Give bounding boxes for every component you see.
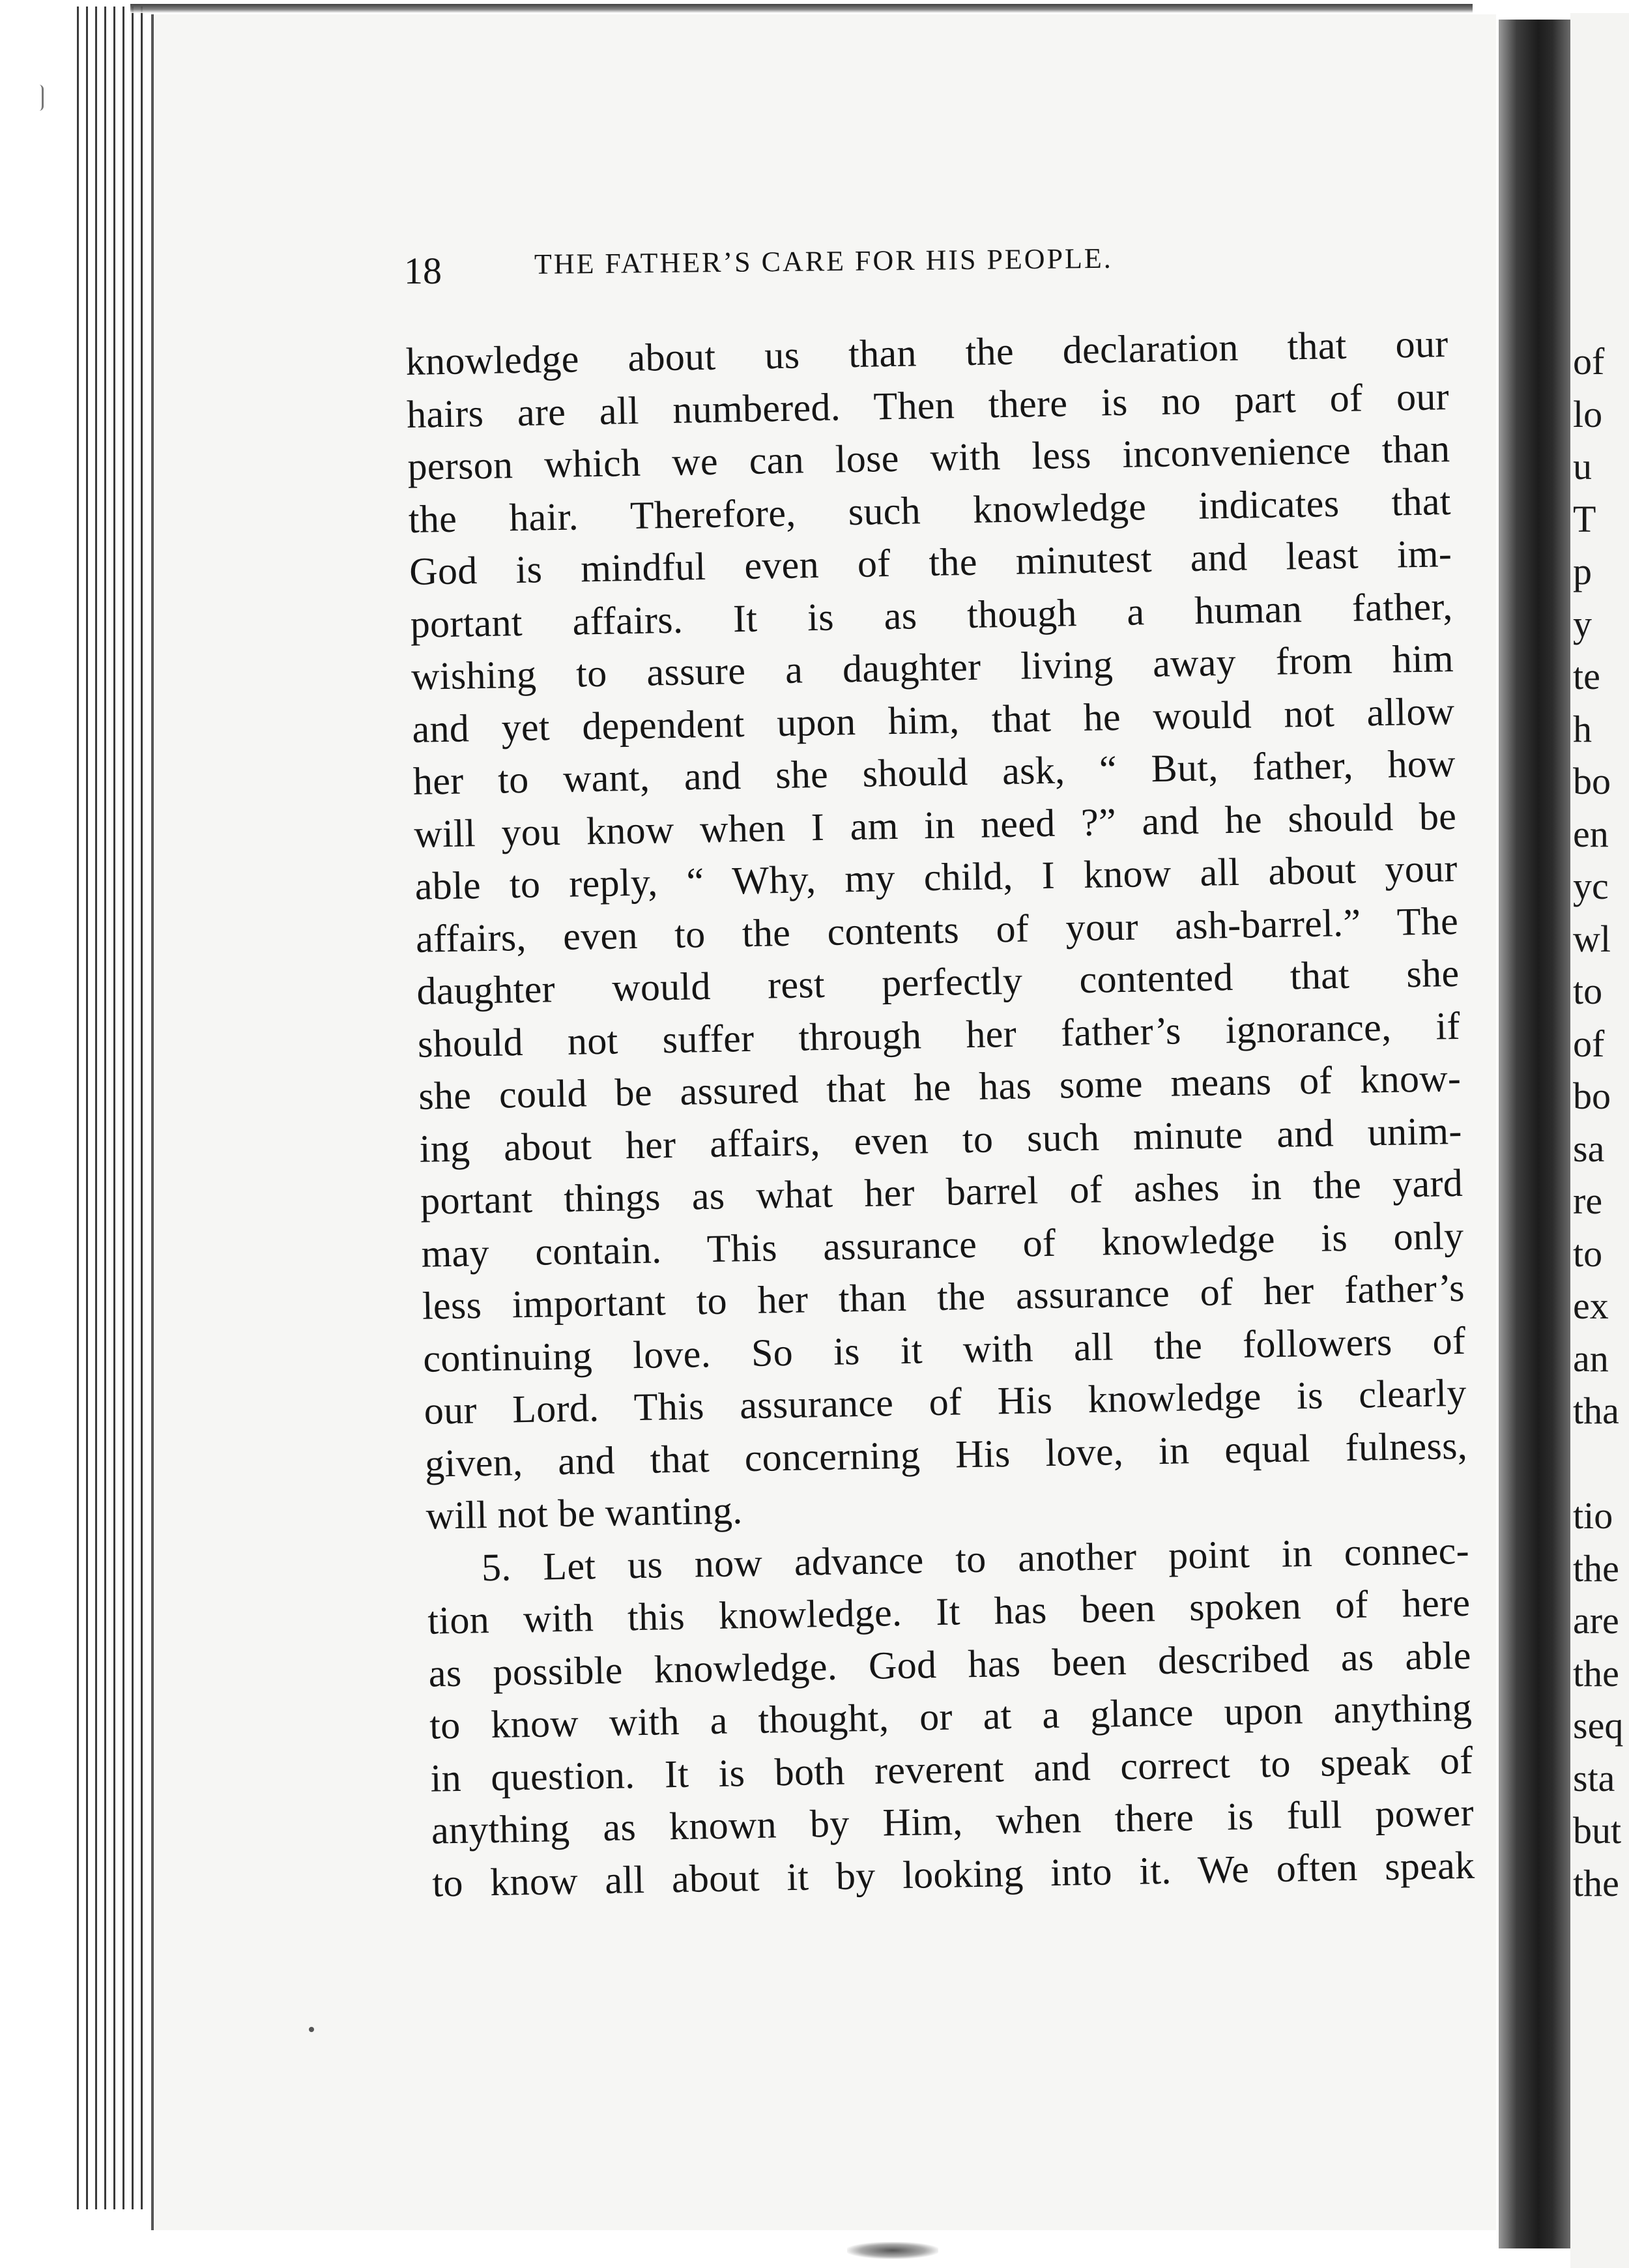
facing-fragment: lo [1573,392,1603,435]
text-line: to know with a thought, or at a glance upon anything [429,1685,1473,1747]
facing-fragment: sta [1573,1756,1615,1799]
body-text [405,317,1475,1910]
facing-fragment: u [1573,445,1592,487]
text-line: hairs are all numbered. Then there is no part of our [406,374,1450,436]
text-line: may contain. This assurance of knowledge is only [421,1214,1464,1275]
ink-smudge [847,2242,938,2259]
text-line: she could be assured that he has some means of know- [418,1056,1462,1118]
facing-fragment: en [1573,812,1609,855]
text-line: less important to her than the assurance of her father’s [422,1266,1465,1328]
text-line: and yet dependent upon him, that he would not allow [411,689,1455,751]
facing-fragment: seq [1573,1704,1624,1747]
facing-fragment: p [1573,550,1592,592]
facing-fragment: wl [1573,917,1611,960]
stacked-page-edges [77,7,155,2209]
facing-fragment: but [1573,1809,1622,1852]
text-line: in question. It is both reverent and correct to speak of [430,1738,1473,1800]
facing-fragment: tha [1573,1389,1619,1432]
text-line: our Lord. This assurance of His knowledge is clearly [424,1371,1467,1432]
page-number: 18 [404,250,442,292]
text-line: will not be wanting. [425,1489,743,1537]
text-line: daughter would rest perfectly contented that she [416,951,1460,1013]
facing-fragment: the [1573,1861,1619,1904]
book-gutter-shadow [1499,20,1570,2248]
text-line: her to want, and she should ask, “ But, father, how [412,741,1456,803]
text-line: given, and that concerning His love, in equal fulness, [424,1423,1468,1485]
facing-fragment: to [1573,970,1603,1012]
facing-fragment: the [1573,1651,1619,1694]
text-line: God is mindful even of the minutest and least im- [409,532,1452,593]
margin-mark [39,85,44,111]
text-line: to know all about it by looking into it. We often speak [431,1843,1475,1905]
text-line: portant things as what her barrel of ashes in the yard [420,1161,1463,1223]
facing-fragment: the [1573,1547,1619,1590]
text-line: as possible knowledge. God has been described as able [428,1633,1472,1695]
text-line: 5. Let us now advance to another point in connec- [481,1528,1470,1589]
text-line: affairs, even to the contents of your ash-barrel.” The [415,899,1459,961]
text-line: anything as known by Him, when there is full power [431,1790,1475,1852]
page-top-edge [130,4,1473,13]
text-line: tion with this knowledge. It has been spoken of here [427,1580,1471,1642]
facing-fragment: y [1573,602,1592,645]
ink-speck [309,2027,314,2032]
facing-fragment: of [1573,1022,1605,1065]
facing-fragment: sa [1573,1127,1605,1170]
facing-page-text [1573,336,1629,1910]
facing-fragment: tio [1573,1494,1613,1537]
text-line: wishing to assure a daughter living away from him [411,637,1454,698]
text-line: ing about her affairs, even to such minute and unim- [419,1109,1463,1170]
text-line: continuing love. So is it with all the followers of [422,1318,1466,1380]
text-line: person which we can lose with less inconvenience than [407,427,1450,488]
facing-fragment: bo [1573,1075,1611,1117]
facing-fragment: te [1573,655,1600,697]
text-line: the hair. Therefore, such knowledge indicates that [408,479,1452,541]
facing-fragment: of [1573,340,1605,383]
text-line: portant affairs. It is as though a human father, [410,584,1454,646]
facing-fragment: bo [1573,760,1611,802]
facing-fragment: T [1573,497,1596,540]
facing-fragment: to [1573,1232,1603,1275]
text-line: knowledge about us than the declaration that our [405,322,1449,383]
text-line: will you know when I am in need ?” and he should be [413,794,1457,856]
text-line: able to reply, “ Why, my child, I know all about your [414,846,1458,908]
facing-fragment: ex [1573,1285,1609,1327]
facing-fragment: re [1573,1180,1603,1222]
text-line: should not suffer through her father’s ignorance, if [417,1004,1461,1066]
facing-fragment: are [1573,1599,1619,1642]
facing-fragment: h [1573,707,1592,750]
facing-fragment: an [1573,1337,1609,1380]
running-head-title: THE FATHER’S CARE FOR HIS PEOPLE. [534,242,1114,280]
facing-fragment: yc [1573,865,1609,907]
